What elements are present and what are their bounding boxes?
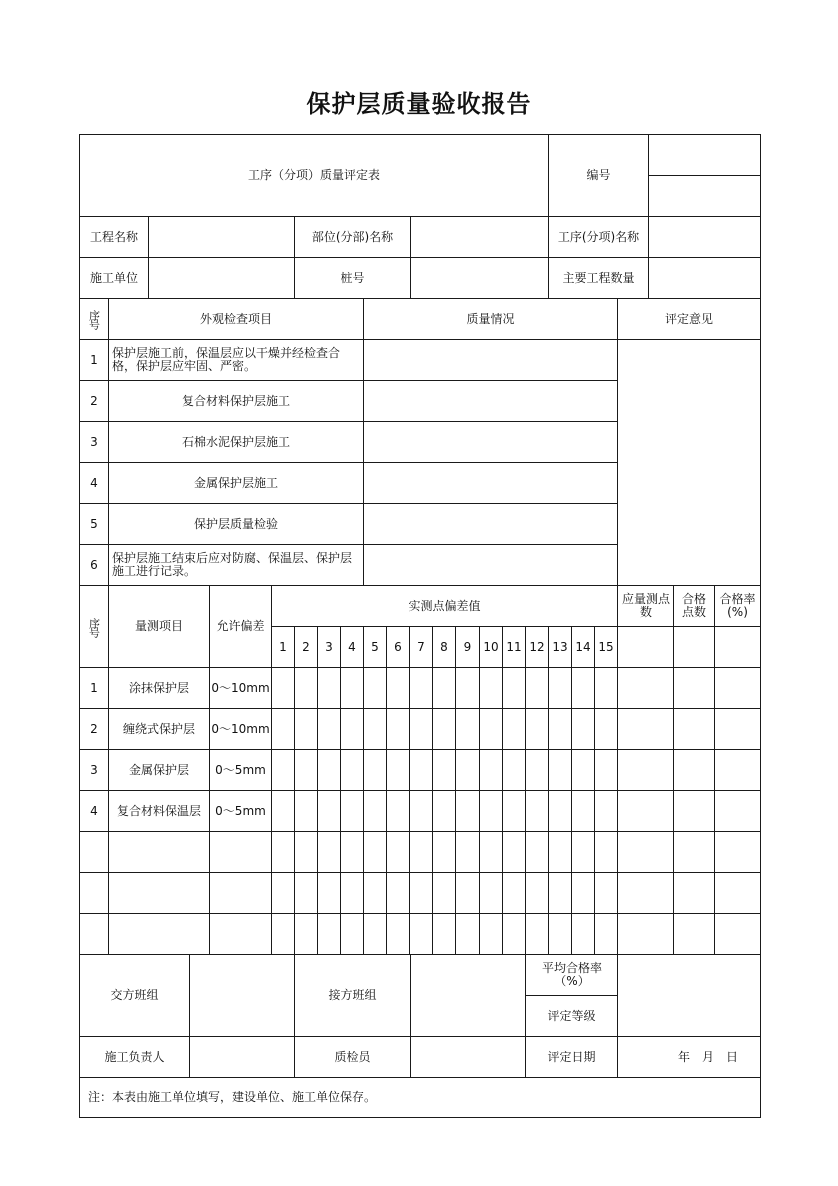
deviation-cell[interactable] <box>410 709 432 749</box>
main-quantity-field[interactable] <box>649 258 760 298</box>
deviation-cell[interactable] <box>480 668 502 708</box>
deviation-cell[interactable] <box>318 791 340 831</box>
deviation-cell[interactable] <box>318 914 340 954</box>
deviation-cell[interactable] <box>572 791 594 831</box>
handover-team-label: 交方班组 <box>110 988 159 1002</box>
quality-field[interactable] <box>364 463 617 503</box>
row-no: 2 <box>90 721 98 736</box>
manager-label: 施工负责人 <box>104 1049 165 1064</box>
page-title: 保护层质量验收报告 <box>306 90 532 118</box>
should-count-cell[interactable] <box>618 791 673 831</box>
deviation-cell[interactable] <box>549 709 571 749</box>
part-name-field[interactable] <box>411 217 548 257</box>
deviation-cell[interactable] <box>572 914 594 954</box>
pass-rate-cell[interactable] <box>715 914 760 954</box>
deviation-cell[interactable] <box>572 832 594 872</box>
contractor-field[interactable] <box>149 258 294 298</box>
deviation-cell[interactable] <box>295 791 317 831</box>
deviation-cell[interactable] <box>295 914 317 954</box>
should-count-cell[interactable] <box>618 668 673 708</box>
deviation-cell[interactable] <box>456 832 479 872</box>
deviation-cell[interactable] <box>272 832 294 872</box>
deviation-cell[interactable] <box>549 914 571 954</box>
deviation-cell[interactable] <box>480 873 502 913</box>
pass-rate-cell[interactable] <box>715 791 760 831</box>
eval-date-value[interactable]: 年 月 日 <box>677 1049 738 1064</box>
point-header: 7 <box>417 639 425 654</box>
row-no: 3 <box>90 434 98 449</box>
row-no[interactable] <box>80 873 108 913</box>
deviation-cell[interactable] <box>549 668 571 708</box>
serial-field-1[interactable] <box>649 135 760 175</box>
deviation-cell[interactable] <box>387 832 409 872</box>
deviation-cell[interactable] <box>295 873 317 913</box>
receiver-team-label: 接方班组 <box>328 988 377 1002</box>
serial-label: 编号 <box>586 168 611 182</box>
deviation-cell[interactable] <box>503 668 525 708</box>
deviation-cell[interactable] <box>433 668 455 708</box>
deviation-cell[interactable] <box>295 832 317 872</box>
handover-team-field[interactable] <box>190 955 294 1036</box>
deviation-cell[interactable] <box>480 750 502 790</box>
deviation-cell[interactable] <box>526 832 548 872</box>
inspector-field[interactable] <box>411 1037 525 1077</box>
deviation-cell[interactable] <box>572 709 594 749</box>
deviation-cell[interactable] <box>456 914 479 954</box>
measure-col-should: 应量测点数 <box>621 592 670 619</box>
deviation-cell[interactable] <box>549 791 571 831</box>
row-item: 涂抹保护层 <box>128 680 189 695</box>
deviation-cell[interactable] <box>387 750 409 790</box>
deviation-cell[interactable] <box>433 914 455 954</box>
part-name-label: 部位(分部)名称 <box>311 229 394 244</box>
point-header: 1 <box>279 639 287 654</box>
point-header: 14 <box>575 639 591 654</box>
row-no[interactable] <box>80 914 108 954</box>
deviation-cell[interactable] <box>433 832 455 872</box>
row-no: 1 <box>90 680 98 695</box>
row-item: 保护层施工前，保温层应以干燥并经检查合格，保护层应牢固、严密。 <box>112 346 341 373</box>
receiver-team-field[interactable] <box>411 955 525 1036</box>
row-tolerance: 0～5mm <box>215 803 266 818</box>
deviation-cell[interactable] <box>503 873 525 913</box>
should-count-cell[interactable] <box>618 832 673 872</box>
pass-count-cell[interactable] <box>674 832 714 872</box>
deviation-cell[interactable] <box>341 873 363 913</box>
deviation-cell[interactable] <box>456 791 479 831</box>
quality-field[interactable] <box>364 340 617 380</box>
pass-count-cell[interactable] <box>674 791 714 831</box>
point-header: 2 <box>302 639 310 654</box>
deviation-cell[interactable] <box>295 668 317 708</box>
row-no: 6 <box>90 557 98 572</box>
quality-field[interactable] <box>364 504 617 544</box>
pass-rate-cell[interactable] <box>715 709 760 749</box>
deviation-cell[interactable] <box>526 750 548 790</box>
pile-label: 桩号 <box>340 270 365 285</box>
deviation-cell[interactable] <box>364 750 386 790</box>
row-tolerance: 0～10mm <box>211 721 270 736</box>
measure-col-no: 序号 <box>87 617 101 636</box>
deviation-cell[interactable] <box>341 668 363 708</box>
serial-field-2[interactable] <box>649 176 760 216</box>
quality-field[interactable] <box>364 422 617 462</box>
pass-rate-cell[interactable] <box>715 873 760 913</box>
row-tolerance[interactable] <box>210 914 271 954</box>
pass-count-cell[interactable] <box>674 709 714 749</box>
pass-rate-cell[interactable] <box>715 832 760 872</box>
deviation-cell[interactable] <box>572 668 594 708</box>
row-no[interactable] <box>80 832 108 872</box>
deviation-cell[interactable] <box>595 914 617 954</box>
deviation-cell[interactable] <box>364 791 386 831</box>
row-item[interactable] <box>109 832 209 872</box>
point-header: 3 <box>325 639 333 654</box>
deviation-cell[interactable] <box>595 873 617 913</box>
point-header: 13 <box>552 639 568 654</box>
deviation-cell[interactable] <box>549 750 571 790</box>
deviation-cell[interactable] <box>295 750 317 790</box>
deviation-cell[interactable] <box>272 709 294 749</box>
row-item: 保护层施工结束后应对防腐、保温层、保护层施工进行记录。 <box>112 551 353 578</box>
deviation-cell[interactable] <box>433 791 455 831</box>
deviation-cell[interactable] <box>526 873 548 913</box>
deviation-cell[interactable] <box>480 832 502 872</box>
row-item: 金属保护层施工 <box>193 475 278 490</box>
row-no: 2 <box>90 393 98 408</box>
deviation-cell[interactable] <box>387 709 409 749</box>
deviation-cell[interactable] <box>410 873 432 913</box>
row-tolerance: 0～10mm <box>211 680 270 695</box>
deviation-cell[interactable] <box>503 750 525 790</box>
eval-date-label: 评定日期 <box>547 1049 596 1064</box>
row-tolerance[interactable] <box>210 873 271 913</box>
process-name-label: 工序(分项)名称 <box>557 229 640 244</box>
row-item: 石棉水泥保护层施工 <box>181 434 290 449</box>
deviation-cell[interactable] <box>295 709 317 749</box>
deviation-cell[interactable] <box>595 791 617 831</box>
opinion-field[interactable] <box>618 340 760 585</box>
main-quantity-label: 主要工程数量 <box>562 270 635 285</box>
row-item[interactable] <box>109 914 209 954</box>
deviation-cell[interactable] <box>364 914 386 954</box>
should-count-cell[interactable] <box>618 750 673 790</box>
row-no: 5 <box>90 516 98 531</box>
should-count-cell[interactable] <box>618 709 673 749</box>
deviation-cell[interactable] <box>480 791 502 831</box>
deviation-cell[interactable] <box>387 791 409 831</box>
deviation-cell[interactable] <box>364 709 386 749</box>
row-no: 4 <box>90 475 98 490</box>
deviation-cell[interactable] <box>318 668 340 708</box>
deviation-cell[interactable] <box>526 668 548 708</box>
deviation-cell[interactable] <box>387 873 409 913</box>
measure-col-deviation: 实测点偏差值 <box>408 598 481 613</box>
row-item: 复合材料保护层施工 <box>181 393 290 408</box>
point-header: 5 <box>371 639 379 654</box>
point-header: 10 <box>483 639 499 654</box>
measure-col-pass: 合格点数 <box>681 592 706 619</box>
deviation-cell[interactable] <box>456 668 479 708</box>
point-header: 4 <box>348 639 356 654</box>
deviation-cell[interactable] <box>410 832 432 872</box>
visual-col-opinion: 评定意见 <box>664 311 713 326</box>
deviation-cell[interactable] <box>341 914 363 954</box>
row-item: 金属保护层 <box>128 762 189 777</box>
deviation-cell[interactable] <box>572 873 594 913</box>
deviation-cell[interactable] <box>272 791 294 831</box>
deviation-cell[interactable] <box>572 750 594 790</box>
form-name: 工序（分项）质量评定表 <box>247 168 380 182</box>
deviation-cell[interactable] <box>410 668 432 708</box>
point-header: 8 <box>440 639 448 654</box>
deviation-cell[interactable] <box>595 709 617 749</box>
deviation-cell[interactable] <box>526 791 548 831</box>
contractor-label: 施工单位 <box>89 270 138 285</box>
deviation-cell[interactable] <box>387 668 409 708</box>
deviation-cell[interactable] <box>410 914 432 954</box>
deviation-cell[interactable] <box>318 832 340 872</box>
deviation-cell[interactable] <box>526 914 548 954</box>
deviation-cell[interactable] <box>410 750 432 790</box>
deviation-cell[interactable] <box>272 668 294 708</box>
deviation-cell[interactable] <box>272 873 294 913</box>
pass-count-cell[interactable] <box>674 914 714 954</box>
deviation-cell[interactable] <box>456 709 479 749</box>
point-header: 6 <box>394 639 402 654</box>
measure-col-item: 量测项目 <box>134 619 183 633</box>
deviation-cell[interactable] <box>341 832 363 872</box>
row-item: 保护层质量检验 <box>193 516 278 531</box>
deviation-cell[interactable] <box>433 750 455 790</box>
deviation-cell[interactable] <box>433 873 455 913</box>
point-header: 9 <box>463 639 472 654</box>
project-name-label: 工程名称 <box>89 229 138 244</box>
point-header: 12 <box>529 639 545 654</box>
deviation-cell[interactable] <box>456 873 479 913</box>
deviation-cell[interactable] <box>480 709 502 749</box>
grade-field[interactable] <box>618 955 760 1036</box>
visual-col-quality: 质量情况 <box>466 311 515 326</box>
deviation-cell[interactable] <box>272 914 294 954</box>
deviation-cell[interactable] <box>549 832 571 872</box>
inspector-label: 质检员 <box>334 1049 371 1064</box>
point-header: 11 <box>506 639 522 654</box>
deviation-cell[interactable] <box>387 914 409 954</box>
deviation-cell[interactable] <box>433 709 455 749</box>
row-no: 1 <box>90 352 98 367</box>
deviation-cell[interactable] <box>595 668 617 708</box>
avg-rate-label: 平均合格率（%） <box>541 961 602 988</box>
row-tolerance[interactable] <box>210 832 271 872</box>
deviation-cell[interactable] <box>503 832 525 872</box>
pass-rate-cell[interactable] <box>715 668 760 708</box>
row-no: 4 <box>90 803 98 818</box>
deviation-cell[interactable] <box>341 709 363 749</box>
row-item: 缠绕式保护层 <box>122 721 195 736</box>
deviation-cell[interactable] <box>526 709 548 749</box>
note: 注：本表由施工单位填写，建设单位、施工单位保存。 <box>88 1090 377 1104</box>
pass-count-cell[interactable] <box>674 873 714 913</box>
deviation-cell[interactable] <box>503 914 525 954</box>
measure-col-tolerance: 允许偏差 <box>216 619 265 633</box>
deviation-cell[interactable] <box>341 791 363 831</box>
deviation-cell[interactable] <box>595 832 617 872</box>
process-name-field[interactable] <box>649 217 760 257</box>
pass-count-cell[interactable] <box>674 668 714 708</box>
deviation-cell[interactable] <box>272 750 294 790</box>
visual-col-no: 序号 <box>87 310 101 328</box>
point-header: 15 <box>598 639 614 654</box>
row-item[interactable] <box>109 873 209 913</box>
should-count-cell[interactable] <box>618 914 673 954</box>
measure-col-rate: 合格率(%) <box>719 592 756 619</box>
row-tolerance: 0～5mm <box>215 762 266 777</box>
manager-field[interactable] <box>190 1037 294 1077</box>
deviation-cell[interactable] <box>595 750 617 790</box>
deviation-cell[interactable] <box>318 873 340 913</box>
project-name-field[interactable] <box>149 217 294 257</box>
deviation-cell[interactable] <box>503 709 525 749</box>
deviation-cell[interactable] <box>364 832 386 872</box>
deviation-cell[interactable] <box>318 709 340 749</box>
row-item: 复合材料保温层 <box>116 803 201 818</box>
visual-col-item: 外观检查项目 <box>199 311 272 326</box>
deviation-cell[interactable] <box>318 750 340 790</box>
deviation-cell[interactable] <box>503 791 525 831</box>
deviation-cell[interactable] <box>480 914 502 954</box>
deviation-cell[interactable] <box>364 873 386 913</box>
should-count-cell[interactable] <box>618 873 673 913</box>
deviation-cell[interactable] <box>456 750 479 790</box>
pass-rate-cell[interactable] <box>715 750 760 790</box>
deviation-cell[interactable] <box>364 668 386 708</box>
quality-field[interactable] <box>364 381 617 421</box>
deviation-cell[interactable] <box>549 873 571 913</box>
deviation-cell[interactable] <box>341 750 363 790</box>
deviation-cell[interactable] <box>410 791 432 831</box>
pass-count-cell[interactable] <box>674 750 714 790</box>
grade-label: 评定等级 <box>547 1008 596 1023</box>
pile-field[interactable] <box>411 258 548 298</box>
quality-field[interactable] <box>364 545 617 585</box>
row-no: 3 <box>90 762 98 777</box>
